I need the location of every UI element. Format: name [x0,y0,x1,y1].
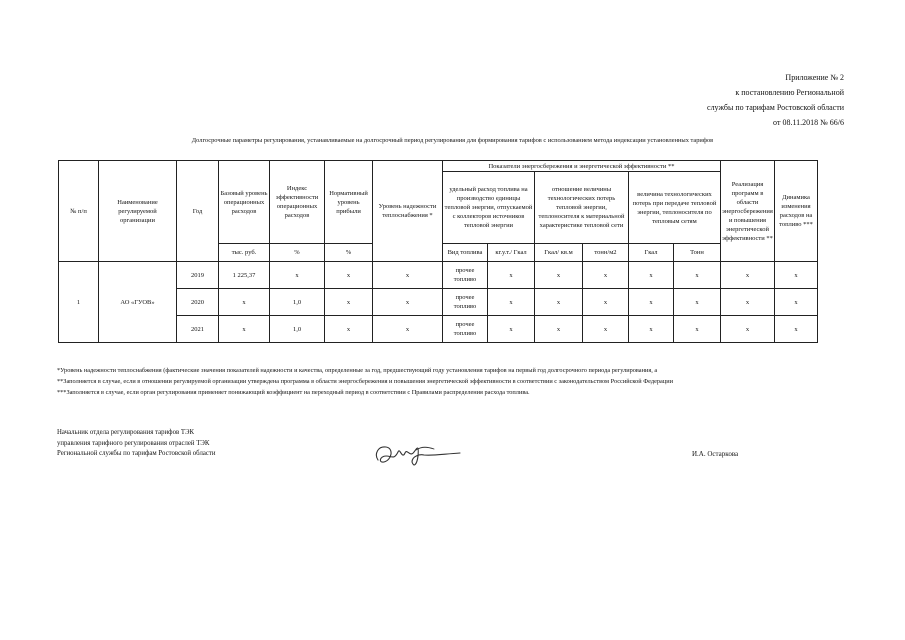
cell-program: x [721,262,775,289]
footnotes [57,365,673,398]
header-program: Реализация программ в области энергосбережения и повышения энергетической эффективности ** [721,161,775,262]
header-year: Год [177,161,219,262]
cell-dynamics: x [775,316,818,343]
signatory-line-3: Региональной службы по тарифам Ростовской области [57,450,216,457]
cell-dynamics: x [775,289,818,316]
cell-base: x [219,289,270,316]
header-base-opex: Базовый уровень операционных расходов [219,161,270,244]
cell-ratio-gcal: x [535,262,583,289]
unit-ratio-tonn: тонн/м2 [583,244,629,262]
cell-index: 1,0 [270,289,325,316]
cell-ratio-tonn: x [583,289,629,316]
unit-ratio-gcal: Гкал/ кв.м [535,244,583,262]
unit-fuel-type: Вид топлива [443,244,488,262]
table-row [59,262,818,289]
unit-profit: % [325,244,373,262]
cell-fuel: x [488,262,535,289]
header-reliability: Уровень надежности теплоснабжения * [373,161,443,262]
appendix-line-2: к постановлению Региональной [735,88,844,97]
cell-year: 2020 [177,289,219,316]
header-fuel-consumption: удельный расход топлива на производство единицы тепловой энергии, отпускаемой с коллекторов источников тепловой энергии [443,172,535,244]
cell-reliability: x [373,262,443,289]
cell-reliability: x [373,289,443,316]
header-losses: величина технологических потерь при передаче тепловой энергии, теплоносителя по тепловым сетям [629,172,721,244]
appendix-line-3: службы по тарифам Ростовской области [707,103,844,112]
unit-loss-gcal: Гкал [629,244,674,262]
header-efficiency-index: Индекс эффективности операционных расходов [270,161,325,244]
cell-ratio-tonn: x [583,262,629,289]
cell-ratio-tonn: x [583,316,629,343]
cell-reliability: x [373,316,443,343]
cell-loss-gcal: x [629,289,674,316]
footnote-2: **Заполняется в случае, если в отношении регулируемой организации утверждена программа в области энергосбережения и повышения энергетической эффективности в соответствии с законодательством Российской Федерации [57,378,673,385]
cell-index: x [270,262,325,289]
footnote-3: ***Заполняется в случае, если орган регулирования применяет понижающий коэффициент на переходный период в соответствии с Правилами распределения расхода топлива. [57,389,530,396]
cell-program: x [721,316,775,343]
header-org: Наименование регулируемой организации [99,161,177,262]
cell-loss-gcal: x [629,262,674,289]
org-number: 1 [59,262,99,343]
unit-fuel: кг.у.т./ Гкал [488,244,535,262]
document-title: Долгосрочные параметры регулирования, устанавливаемые на долгосрочный период регулирования для формирования тарифов с использованием метода индексации установленных тарифов [191,137,714,144]
handwritten-signature [372,438,464,474]
signatory-line-2: управления тарифного регулирования отраслей ТЭК [57,439,210,447]
cell-ratio-gcal: x [535,289,583,316]
cell-year: 2021 [177,316,219,343]
cell-profit: x [325,316,373,343]
cell-fuel: x [488,289,535,316]
cell-fuel-type: прочее топливо [443,289,488,316]
signatory-line-1: Начальник отдела регулирования тарифов ТЭК [57,429,195,436]
header-losses-ratio: отношение величины технологических потерь тепловой энергии, теплоносителя к материальной характеристике тепловой сети [535,172,629,244]
cell-dynamics: x [775,262,818,289]
cell-loss-tonn: x [674,289,721,316]
cell-profit: x [325,262,373,289]
cell-fuel-type: прочее топливо [443,316,488,343]
cell-base: x [219,316,270,343]
cell-loss-gcal: x [629,316,674,343]
parameters-table [58,160,818,343]
unit-base: тыс. руб. [219,244,270,262]
signatory-position [57,428,216,460]
org-name: АО «ГУОВ» [99,262,177,343]
cell-base: 1 225,37 [219,262,270,289]
header-profit: Нормативный уровень прибыли [325,161,373,244]
cell-fuel: x [488,316,535,343]
unit-loss-tonn: Тонн [674,244,721,262]
appendix-block [707,70,844,130]
header-fuel-dynamics: Динамика изменения расходов на топливо *** [775,161,818,262]
cell-loss-tonn: x [674,262,721,289]
cell-profit: x [325,289,373,316]
header-energy-group: Показатели энергосбережения и энергетической эффективности ** [443,161,721,172]
cell-program: x [721,289,775,316]
cell-year: 2019 [177,262,219,289]
unit-index: % [270,244,325,262]
appendix-line-4: от 08.11.2018 № 66/6 [773,118,844,127]
signatory-name: И.А. Остаркова [692,450,739,458]
cell-fuel-type: прочее топливо [443,262,488,289]
footnote-1: *Уровень надежности теплоснабжения (фактические значения показателей надежности и качества, определенные за год, предшествующий году установления тарифов на первый год долгосрочного периода регулирования, а [57,367,658,374]
cell-loss-tonn: x [674,316,721,343]
appendix-line-1: Приложение № 2 [785,73,844,82]
cell-index: 1,0 [270,316,325,343]
cell-ratio-gcal: x [535,316,583,343]
header-num: № п/п [59,161,99,262]
